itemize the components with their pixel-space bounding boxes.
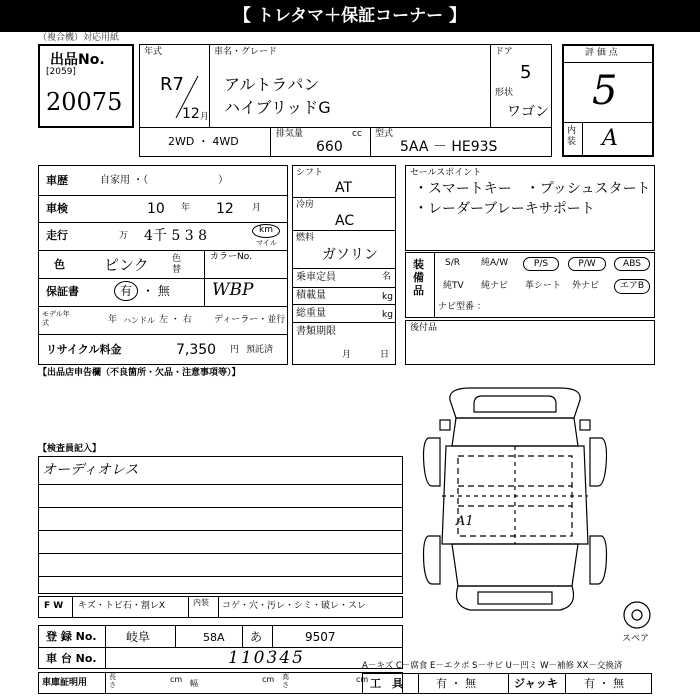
equip-navi: 純ナビ [481,281,509,291]
model-label: 型式 [375,129,394,139]
inspection-label: 車検 [46,202,68,215]
cut-label: （複合機）対応用紙 [38,33,120,43]
registration-kana: あ [250,630,263,644]
equip-pw: P/W [568,257,606,271]
sales-point-line-1: ・スマートキー ・プッシュスタート [414,181,651,197]
notes-label: 【出品店申告欄（不良箇所・欠品・注意事項等）】 [38,368,241,378]
registration-label: 登 録 No. [46,630,97,643]
garage-length: 長さ [109,673,116,689]
year-value: R7 [160,74,184,95]
model-year-label: モデル年式 [42,310,70,327]
equip-tv: 純TV [443,281,464,291]
equip-airbag: エアB [614,279,650,294]
chassis-label: 車 台 No. [46,652,97,665]
fw-interior-label: 内装 [193,598,209,607]
equip-aw: 純A/W [481,258,509,268]
history-value: 自家用 ・（ ） [100,175,229,186]
month-unit: 月 [200,112,210,122]
lot-label: 出品No. [50,52,105,68]
displacement-unit: cc [352,129,362,139]
load-unit: kg [382,292,393,302]
equip-leather: 革シート [525,281,562,291]
name-label: 車名・グレード [214,47,278,57]
navi-model-label: ナビ型番 ： [438,302,486,312]
displacement-label: 排気量 [276,129,304,139]
capacity-unit: 名 [382,272,392,282]
mileage-man: 万 [119,231,129,241]
garage-height: 高さ [282,673,289,689]
garage-label: 車庫証明用 [42,678,88,688]
color-value: ピンク [104,256,149,274]
vehicle-grade: ハイブリッドG [224,98,331,117]
recycle-label: リサイクル料金 [46,343,122,356]
inspector-note: オーディオレス [42,462,139,478]
equip-sr: S/R [445,258,460,268]
ac-label: 冷房 [296,200,315,210]
drive-type: 2WD ・ 4WD [168,135,239,148]
shape-value: ワゴン [507,104,549,120]
equipment-label: 装備品 [413,258,424,297]
load-label: 積載量 [296,290,326,301]
color-no-value: WBP [212,280,254,300]
damage-legend: A－キズ C－腐食 E－エクボ S－サビ U－凹ミ W－補修 XX－交換済 [362,661,623,671]
doors-value: 5 [520,62,532,83]
tools-value: 有 ・ 無 [436,677,476,690]
score-label: 評 価 点 [585,48,618,58]
garage-length-unit: cm [170,675,183,684]
mileage-value: 4千 5 3 8 [144,228,207,244]
gross-label: 総重量 [296,308,326,319]
registration-number: 9507 [305,630,336,644]
interior-value: A [602,126,618,151]
color-no-label: カラーNo. [210,252,252,262]
spare-label: スペア [622,634,650,644]
color-label: 色 [54,258,65,271]
sales-points-label: セールスポイント [410,168,482,178]
inspection-year-unit: 年 [181,203,191,213]
tools-label: 工 具 [370,677,403,690]
registration-region: 岐阜 [126,630,151,644]
fw-interior-value: コゲ・穴・汚レ・シミ・破レ・スレ [222,601,367,611]
year-label: 年式 [144,47,163,57]
mileage-km: km [259,225,273,235]
gross-unit: kg [382,310,393,320]
doors-label: ドア [495,47,513,57]
registration-class: 58A [203,631,225,644]
jack-label: ジャッキ [514,677,558,690]
aftermarket-label: 後付品 [410,323,438,333]
chassis-value: 110345 [228,648,305,668]
recycle-unit: 円 [230,345,240,355]
deadline-day: 日 [380,350,390,360]
fuel-value: ガソリン [322,247,378,263]
garage-width: 幅 [190,679,198,688]
dealer-value: ディーラー・並行 [214,315,286,325]
deadline-label: 書類期限 [296,326,336,337]
warranty-yes: 有 [120,284,133,298]
displacement-value: 660 [316,139,343,155]
capacity-label: 乗車定員 [296,272,336,283]
model-year-unit: 年 [108,315,118,325]
interior-label: 内装 [567,126,577,147]
recycle-note: 預託済 [246,345,274,355]
header-banner: 【 トレタマ＋保証コーナー 】 [0,0,700,32]
mileage-mile: マイル [256,239,277,247]
lot-number: 20075 [46,88,123,116]
inspector-label: 【検査員記入】 [38,444,102,454]
jack-value: 有 ・ 無 [584,677,624,690]
handle-value: 左 ・ 右 [159,315,192,325]
damage-mark-a1: A1 [456,514,474,529]
handle-label: ハンドル [123,316,155,325]
fw-value: キズ・トビ石・割レX [78,601,165,611]
ac-value: AC [335,213,355,229]
equip-abs: ABS [614,257,650,271]
vehicle-name: アルトラパン [224,75,320,94]
fuel-label: 燃料 [296,233,315,243]
deadline-month: 月 [342,350,352,360]
shift-label: シフト [296,168,324,178]
inspection-year: 10 [147,201,165,217]
inspection-month: 12 [216,201,234,217]
garage-height-unit: cm [356,675,369,684]
garage-width-unit: cm [262,675,275,684]
lot-sub: [2059] [46,67,76,77]
mileage-label: 走行 [46,229,68,242]
sales-point-line-2: ・レーダーブレーキサポート [414,201,595,217]
history-label: 車歴 [46,174,68,187]
score-value: 5 [592,68,618,114]
inspection-month-unit: 月 [252,203,262,213]
month-value: 12 [182,106,200,122]
recycle-value: 7,350 [176,342,217,358]
warranty-no: ・ 無 [142,284,170,298]
equip-ps: P/S [523,257,559,271]
warranty-label: 保証書 [46,285,79,298]
equip-ext-navi: 外ナビ [572,281,600,291]
color-change: 色替 [172,254,182,275]
shape-label: 形状 [495,88,514,98]
shift-value: AT [335,180,353,196]
model-value: 5AA － HE93S [400,139,498,155]
fw-label: F W [44,601,64,611]
